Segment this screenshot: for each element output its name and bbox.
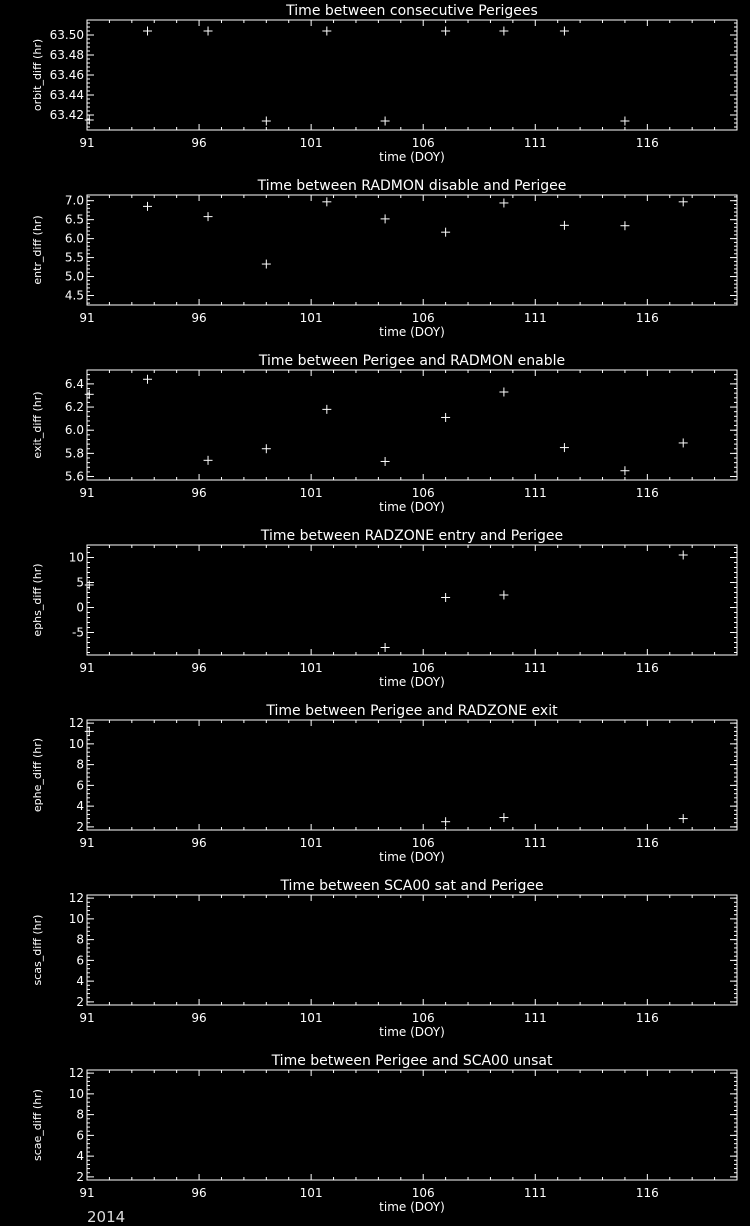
x-tick-label: 96: [191, 311, 207, 325]
x-tick-label: 96: [191, 836, 207, 850]
data-point: [620, 221, 629, 230]
y-tick-label: 5.6: [64, 469, 84, 484]
data-point: [262, 260, 271, 269]
data-point: [204, 456, 213, 465]
y-axis-label: entr_diff (hr): [31, 215, 44, 285]
x-tick-label: 111: [523, 1186, 547, 1200]
chart-panel-7: [31, 1053, 737, 1214]
data-point: [499, 198, 508, 207]
y-tick-label: 12: [68, 891, 84, 906]
y-tick-label: 63.48: [49, 48, 84, 62]
x-tick-label: 96: [191, 661, 207, 675]
y-tick-label: 63.42: [49, 108, 84, 122]
data-point: [85, 390, 94, 399]
data-point: [441, 27, 450, 36]
y-tick-label: 63.50: [49, 28, 84, 42]
data-point: [499, 27, 508, 36]
y-tick-label: 2: [76, 1169, 84, 1184]
y-tick-label: 2: [76, 819, 84, 834]
chart-title: Time between Perigee and RADMON enable: [258, 353, 566, 369]
data-point: [499, 388, 508, 397]
x-tick-label: 111: [523, 136, 547, 150]
plot-frame: [87, 195, 737, 305]
data-point: [85, 581, 94, 590]
data-point: [322, 197, 331, 206]
x-tick-label: 91: [79, 311, 95, 325]
y-tick-label: 0: [76, 600, 84, 615]
x-tick-label: 106: [411, 1011, 435, 1025]
y-tick-label: 5.0: [64, 269, 84, 284]
x-tick-label: 111: [523, 486, 547, 500]
data-point: [560, 27, 569, 36]
x-tick-label: 106: [411, 661, 435, 675]
chart-title: Time between Perigee and RADZONE exit: [266, 703, 558, 719]
chart-title: Time between SCA00 sat and Perigee: [280, 878, 544, 894]
x-tick-label: 101: [299, 661, 323, 675]
x-tick-label: 101: [299, 1186, 323, 1200]
y-axis-label: scas_diff (hr): [31, 914, 44, 986]
x-axis-label: time (DOY): [379, 1200, 445, 1214]
x-tick-label: 91: [79, 661, 95, 675]
x-tick-label: 106: [411, 1186, 435, 1200]
x-axis-label: time (DOY): [379, 850, 445, 864]
data-point: [499, 591, 508, 600]
y-axis-label: scae_diff (hr): [31, 1089, 44, 1161]
data-point: [441, 413, 450, 422]
data-point: [262, 117, 271, 126]
x-tick-label: 111: [523, 661, 547, 675]
year-label: 2014: [87, 1208, 126, 1226]
y-tick-label: 12: [68, 1066, 84, 1081]
data-point: [143, 375, 152, 384]
x-tick-label: 111: [523, 311, 547, 325]
y-tick-label: 6: [76, 1128, 84, 1143]
data-point: [499, 813, 508, 822]
y-tick-label: 4: [76, 799, 84, 814]
data-point: [381, 643, 390, 652]
y-axis-label: ephe_diff (hr): [31, 737, 44, 813]
x-tick-label: 91: [79, 1186, 95, 1200]
data-point: [143, 27, 152, 36]
data-point: [679, 551, 688, 560]
x-axis-label: time (DOY): [379, 500, 445, 514]
y-tick-label: 6.0: [64, 231, 84, 246]
y-tick-label: -5: [72, 625, 84, 640]
chart-panel-5: [31, 703, 737, 864]
y-tick-label: 5.8: [64, 446, 84, 461]
x-tick-label: 96: [191, 136, 207, 150]
data-point: [322, 405, 331, 414]
x-tick-label: 106: [411, 836, 435, 850]
y-tick-label: 10: [68, 736, 84, 751]
y-tick-label: 4: [76, 1149, 84, 1164]
y-axis-label: exit_diff (hr): [31, 391, 44, 459]
y-tick-label: 7.0: [64, 193, 84, 208]
y-tick-label: 63.44: [49, 88, 84, 102]
plot-frame: [87, 1070, 737, 1180]
data-point: [322, 27, 331, 36]
chart-title: Time between RADZONE entry and Perigee: [260, 528, 564, 544]
x-tick-label: 106: [411, 486, 435, 500]
x-tick-label: 96: [191, 1186, 207, 1200]
x-tick-label: 106: [411, 311, 435, 325]
x-tick-label: 116: [635, 486, 659, 500]
data-point: [620, 466, 629, 475]
data-point: [204, 212, 213, 221]
y-tick-label: 2: [76, 994, 84, 1009]
data-point: [679, 814, 688, 823]
y-tick-label: 10: [68, 1086, 84, 1101]
data-point: [85, 727, 94, 736]
data-point: [381, 214, 390, 223]
chart-panel-2: [31, 178, 737, 339]
x-axis-label: time (DOY): [379, 150, 445, 164]
x-tick-label: 116: [635, 836, 659, 850]
y-tick-label: 6: [76, 953, 84, 968]
data-point: [381, 117, 390, 126]
data-point: [381, 457, 390, 466]
plot-frame: [87, 370, 737, 480]
data-point: [620, 117, 629, 126]
x-axis-label: time (DOY): [379, 325, 445, 339]
x-tick-label: 111: [523, 1011, 547, 1025]
x-tick-label: 101: [299, 1011, 323, 1025]
y-tick-label: 5: [76, 575, 84, 590]
chart-panel-1: [31, 3, 737, 164]
chart-panel-4: [31, 528, 737, 689]
data-point: [143, 202, 152, 211]
y-tick-label: 6: [76, 778, 84, 793]
x-tick-label: 101: [299, 486, 323, 500]
y-axis-label: ephs_diff (hr): [31, 563, 44, 637]
y-tick-label: 8: [76, 932, 84, 947]
x-tick-label: 116: [635, 661, 659, 675]
chart-panel-6: [31, 878, 737, 1039]
x-tick-label: 101: [299, 836, 323, 850]
y-axis-label: orbit_diff (hr): [31, 38, 44, 112]
x-tick-label: 91: [79, 136, 95, 150]
x-tick-label: 116: [635, 1011, 659, 1025]
chart-title: Time between consecutive Perigees: [286, 3, 538, 19]
x-axis-label: time (DOY): [379, 1025, 445, 1039]
x-axis-label: time (DOY): [379, 675, 445, 689]
data-point: [85, 116, 94, 125]
y-tick-label: 63.46: [49, 68, 84, 82]
chart-title: Time between Perigee and SCA00 unsat: [271, 1053, 553, 1069]
y-tick-label: 10: [68, 911, 84, 926]
data-point: [441, 817, 450, 826]
x-tick-label: 116: [635, 136, 659, 150]
data-point: [560, 443, 569, 452]
x-tick-label: 96: [191, 486, 207, 500]
data-point: [679, 197, 688, 206]
x-tick-label: 91: [79, 836, 95, 850]
data-point: [441, 228, 450, 237]
x-tick-label: 91: [79, 486, 95, 500]
x-tick-label: 116: [635, 1186, 659, 1200]
y-tick-label: 4: [76, 974, 84, 989]
plot-frame: [87, 895, 737, 1005]
y-tick-label: 6.4: [64, 376, 84, 391]
plot-frame: [87, 720, 737, 830]
x-tick-label: 111: [523, 836, 547, 850]
y-tick-label: 8: [76, 1107, 84, 1122]
x-tick-label: 91: [79, 1011, 95, 1025]
data-point: [204, 27, 213, 36]
x-tick-label: 116: [635, 311, 659, 325]
y-tick-label: 4.5: [64, 288, 84, 303]
y-tick-label: 6.5: [64, 212, 84, 227]
plot-frame: [87, 545, 737, 655]
data-point: [441, 593, 450, 602]
x-tick-label: 96: [191, 1011, 207, 1025]
chart-title: Time between RADMON disable and Perigee: [257, 178, 567, 194]
x-tick-label: 101: [299, 311, 323, 325]
y-tick-label: 6.2: [64, 400, 84, 415]
x-tick-label: 101: [299, 136, 323, 150]
data-point: [262, 444, 271, 453]
y-tick-label: 6.0: [64, 423, 84, 438]
plot-frame: [87, 20, 737, 130]
data-point: [560, 221, 569, 230]
y-tick-label: 8: [76, 757, 84, 772]
data-point: [679, 438, 688, 447]
y-tick-label: 10: [68, 550, 84, 565]
y-tick-label: 12: [68, 716, 84, 731]
y-tick-label: 5.5: [64, 250, 84, 265]
chart-panel-3: [31, 353, 737, 514]
x-tick-label: 106: [411, 136, 435, 150]
